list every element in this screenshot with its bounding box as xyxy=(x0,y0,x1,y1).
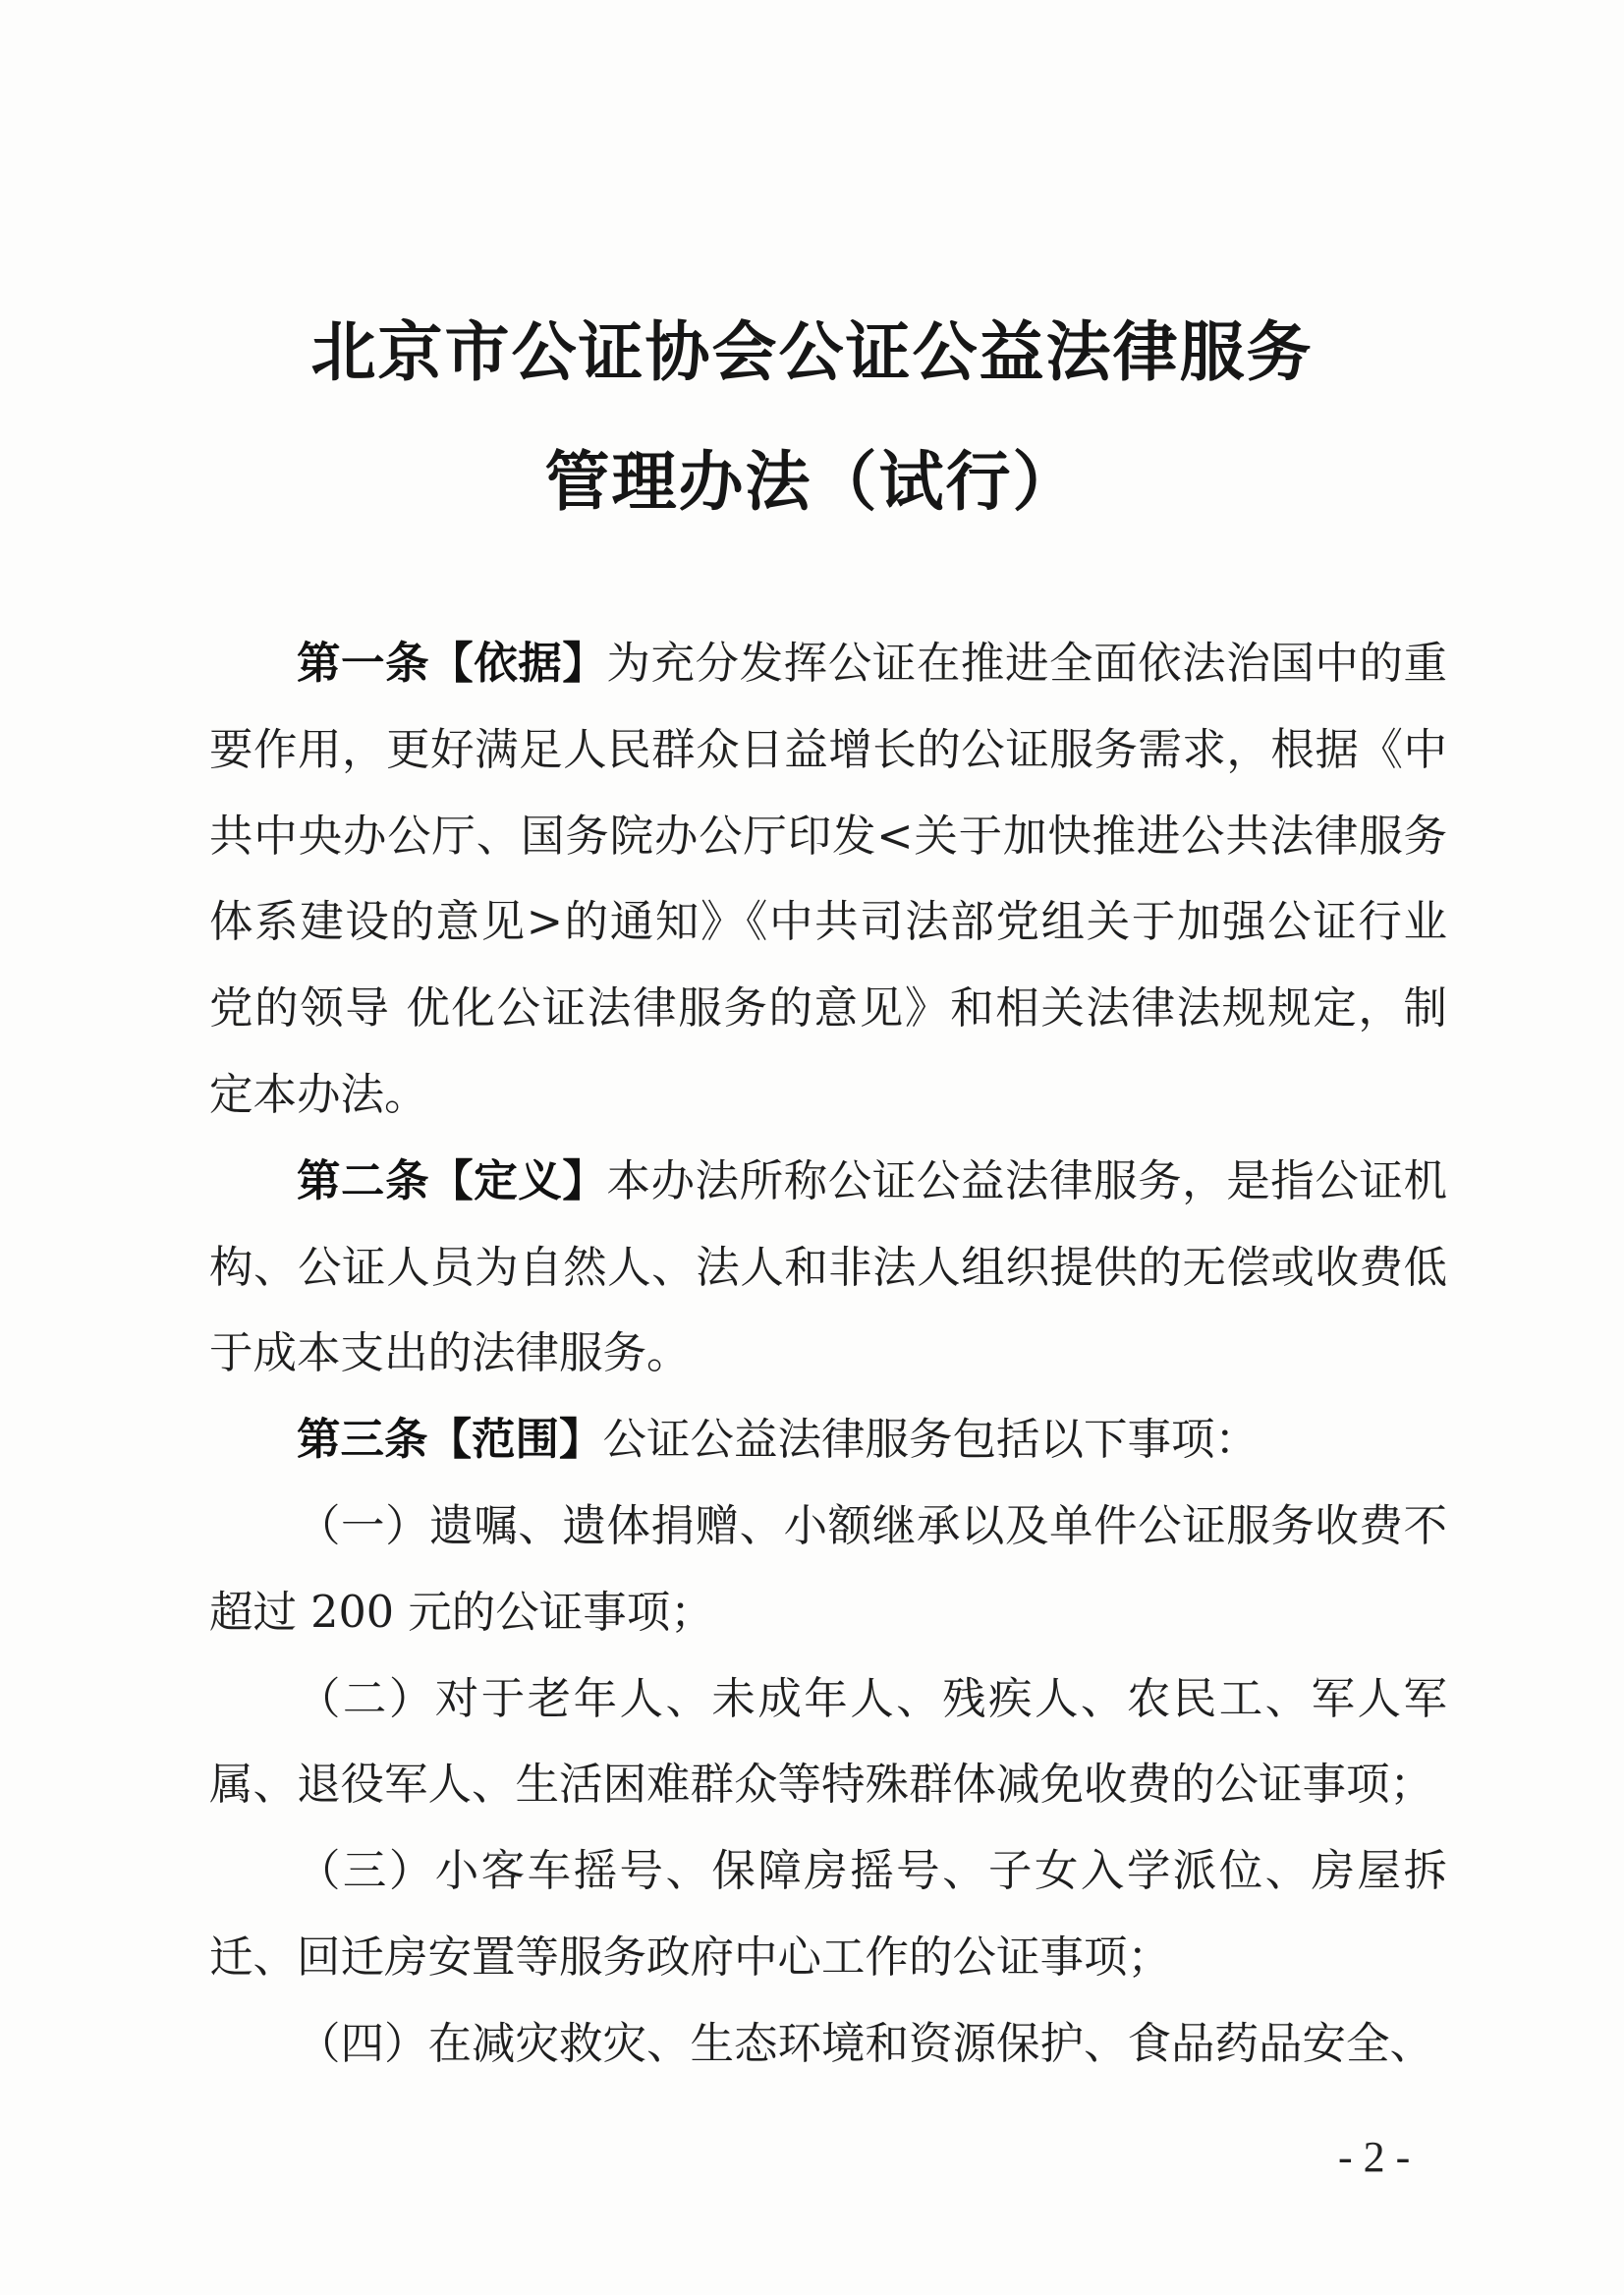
article-2 xyxy=(209,1139,1447,1397)
document-title-line-1: 北京市公证协会公证公益法律服务 xyxy=(310,313,1314,390)
page-number: - 2 - xyxy=(1338,2133,1411,2181)
article-2-text: 本办法所称公证公益法律服务，是指公证机构、公证人员为自然人、法人和非法人组织提供的无偿或收费低于成本支出的法律服务。 xyxy=(209,1155,1447,1379)
list-item-4: （四）在减灾救灾、生态环境和资源保护、食品药品安全、 xyxy=(297,2018,1434,2069)
article-3-text: 公证公益法律服务包括以下事项： xyxy=(602,1415,1260,1466)
article-3-heading: 第三条【范围】 xyxy=(297,1415,603,1466)
article-1-heading: 第一条【依据】 xyxy=(297,639,607,689)
document-title-line-2: 管理办法（试行） xyxy=(544,443,1080,520)
article-3 xyxy=(209,1397,1447,1483)
list-item-1: （一）遗嘱、遗体捐赠、小额继承以及单件公证服务收费不超过 200 元的公证事项； xyxy=(209,1500,1447,1638)
article-1-text: 为充分发挥公证在推进全面依法治国中的重要作用，更好满足人民群众日益增长的公证服务需求，根据《中共中央办公厅、国务院办公厅印发<关于加快推进公共法律服务体系建设的意见>的通知》《中共司法部党组关于加强公证行业党的领导 优化公证法律服务的意见》和相关法律法规规定，制定本办法。 xyxy=(209,639,1447,1120)
list-item-2: （二）对于老年人、未成年人、残疾人、农民工、军人军属、退役军人、生活困难群众等特殊群体减免收费的公证事项； xyxy=(209,1673,1447,1811)
article-1 xyxy=(209,621,1447,1139)
article-2-heading: 第二条【定义】 xyxy=(297,1155,607,1206)
list-item-3: （三）小客车摇号、保障房摇号、子女入学派位、房屋拆迁、回迁房安置等服务政府中心工作的公证事项； xyxy=(209,1846,1447,1983)
document-body xyxy=(209,621,1447,2088)
